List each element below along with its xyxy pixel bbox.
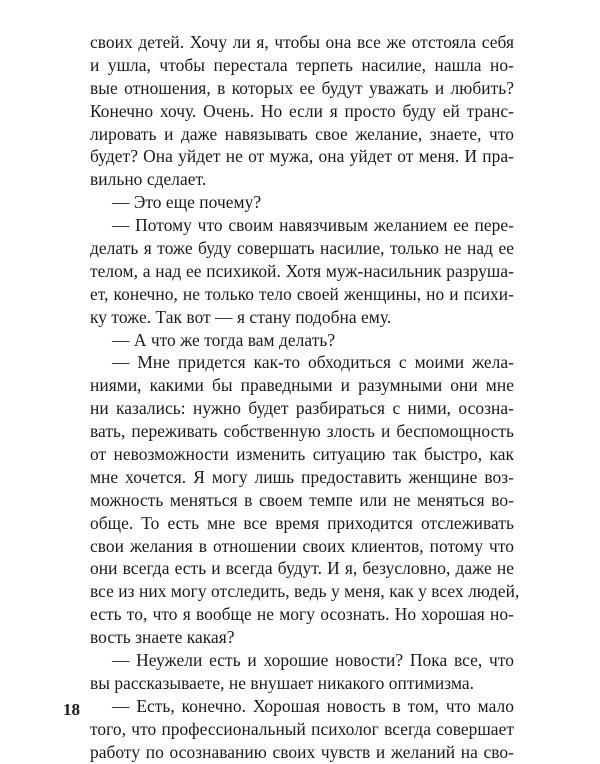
text-line: от невозможности изменить ситуацию так быстро, как [90,444,514,465]
text-line: ни казались: нужно будет разбираться с ними, осозна- [90,398,514,419]
text-line: — Это еще почему? [112,192,262,213]
text-line: вость знаете какая? [90,627,235,648]
text-line: Конечно хочу. Очень. Но если я просто буду ей транс- [90,100,514,121]
text-line: обще. То есть мне все время приходится отслеживать [90,512,514,533]
text-line: все из них могу отследить, ведь у меня, как у всех людей, [90,581,520,602]
text-line: ку тоже. Так вот — я стану подобна ему. [90,306,392,327]
text-line: вые отношения, в которых ее будут уважать и любить? [90,77,514,98]
body-text [90,31,520,764]
text-line: ет, конечно, не только тело своей женщины, но и психи- [90,283,514,304]
text-line: — Мне придется как-то обходиться с моими жела- [112,352,514,373]
text-line: делать я тоже буду совершать насилие, только не над ее [90,238,514,259]
text-line: — А что же тогда вам делать? [112,329,336,350]
page-number: 18 [63,700,80,719]
text-line: вильно сделает. [90,169,207,190]
text-line: вы рассказываете, не внушает никакого оптимизма. [90,672,475,693]
text-line: они всегда есть и всегда будут. И я, безусловно, даже не [90,558,514,579]
text-line: того, что профессиональный психолог всегда совершает [90,718,514,739]
text-line: есть то, что я вообще не могу осознать. Но хорошая но- [90,604,514,625]
text-line: и ушла, чтобы перестала терпеть насилие, нашла но- [90,54,514,75]
text-line: телом, а над ее психикой. Хотя муж-насильник разруша- [90,260,514,281]
text-line: — Потому что своим навязчивым желанием ее пере- [112,215,514,236]
text-line: — Неужели есть и хорошие новости? Пока все, что [112,650,514,671]
text-line: работу по осознаванию своих чувств и желаний на сво- [90,741,514,762]
text-line: можность меняться в своем темпе или не меняться во- [90,489,514,510]
text-line: ниями, какими бы праведными и разумными они мне [90,375,514,396]
text-line: будет? Она уйдет не от мужа, она уйдет от меня. И пра- [90,146,514,167]
text-line: вать, переживать собственную злость и беспомощность [90,421,514,442]
text-line: — Есть, конечно. Хорошая новость в том, что мало [112,695,514,716]
text-line: своих детей. Хочу ли я, чтобы она все же отстояла себя [90,32,514,52]
text-line: лировать и даже навязывать свое желание, знаете, что [90,123,514,144]
text-line: мне хочется. Я могу лишь предоставить женщине воз- [90,466,514,487]
text-line: свои желания в отношении своих клиентов, потому что [90,535,514,556]
